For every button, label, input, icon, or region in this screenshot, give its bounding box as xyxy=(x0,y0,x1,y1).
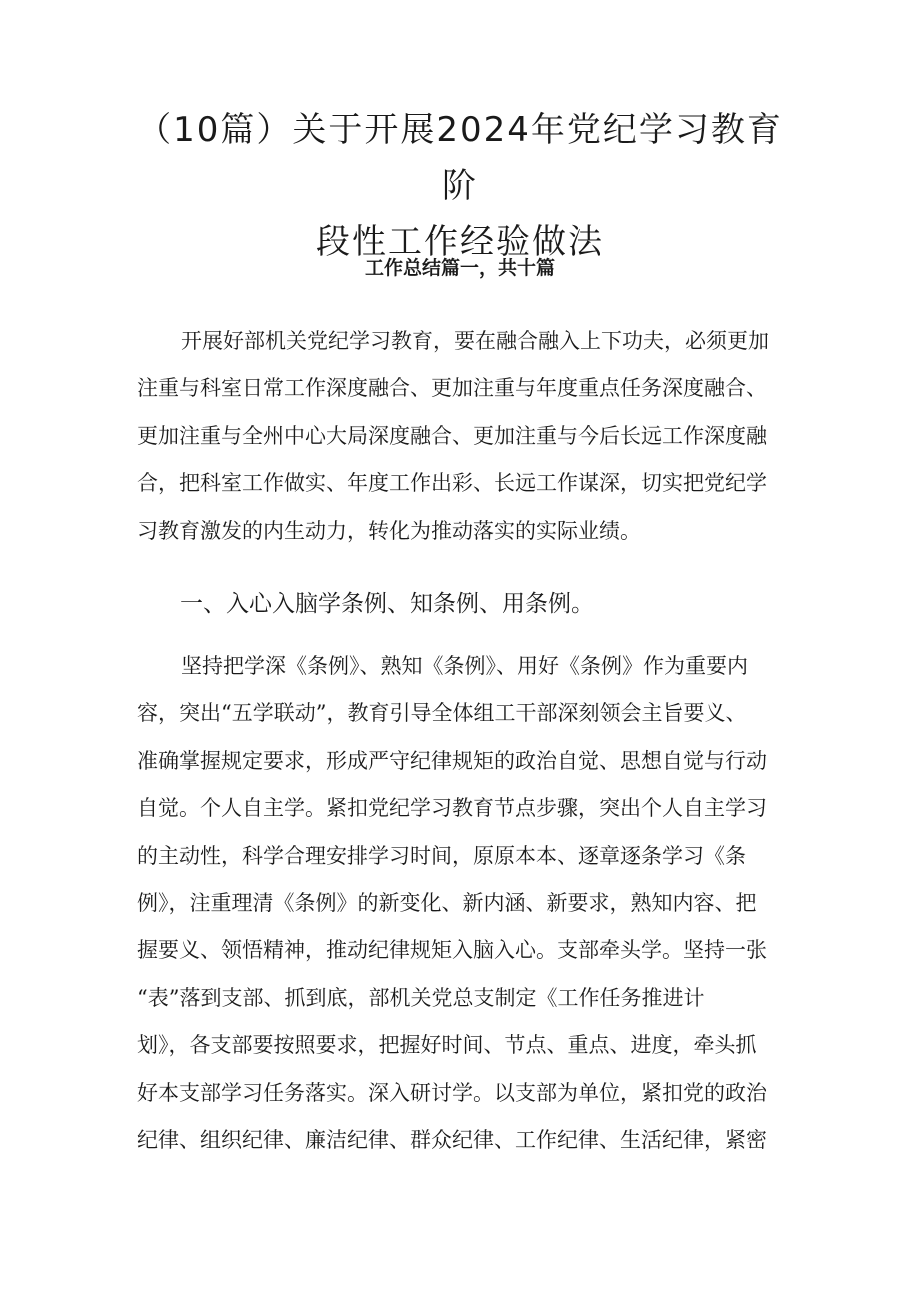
document-subtitle: 工作总结篇一，共十篇 xyxy=(364,257,555,279)
paragraph-1 xyxy=(137,318,787,555)
paragraph-line: 更加注重与全州中心大局深度融合、更加注重与今后长远工作深度融 xyxy=(137,423,767,448)
paragraph-line: 自觉。个人自主学。紧扣党纪学习教育节点步骤，突出个人自主学习 xyxy=(137,796,767,821)
paragraph-line: 容，突出“五学联动”，教育引导全体组工干部深刻领会主旨要义、 xyxy=(137,701,747,726)
title-line-1: （10篇）关于开展2024年党纪学习教育阶 xyxy=(137,110,783,206)
title-line-2: 段性工作经验做法 xyxy=(316,222,604,262)
paragraph-line: 的主动性，科学合理安排学习时间，原原本本、逐章逐条学习《条 xyxy=(137,843,746,868)
paragraph-line: 握要义、领悟精神，推动纪律规矩入脑入心。支部牵头学。坚持一张 xyxy=(137,938,767,963)
paragraph-line: “表”落到支部、抓到底，部机关党总支制定《工作任务推进计 xyxy=(137,985,705,1010)
paragraph-line: 纪律、组织纪律、廉洁纪律、群众纪律、工作纪律、生活纪律，紧密 xyxy=(137,1128,767,1153)
paragraph-line: 坚持把学深《条例》、熟知《条例》、用好《条例》作为重要内 xyxy=(181,654,748,678)
paragraph-line: 注重与科室日常工作深度融合、更加注重与年度重点任务深度融合、 xyxy=(137,376,767,401)
paragraph-line: 合，把科室工作做实、年度工作出彩、长远工作谋深，切实把党纪学 xyxy=(137,471,767,496)
paragraph-line: 准确掌握规定要求，形成严守纪律规矩的政治自觉、思想自觉与行动 xyxy=(137,748,767,773)
paragraph-line: 划》，各支部要按照要求，把握好时间、节点、重点、进度，牵头抓 xyxy=(137,1033,757,1058)
paragraph-line: 例》，注重理清《条例》的新变化、新内涵、新要求，熟知内容、把 xyxy=(137,891,757,916)
paragraph-line: 习教育激发的内生动力，转化为推动落实的实际业绩。 xyxy=(137,518,641,543)
paragraph-line: 开展好部机关党纪学习教育，要在融合融入上下功夫，必须更加 xyxy=(181,329,769,353)
section-heading-1: 一、入心入脑学条例、知条例、用条例。 xyxy=(180,591,594,617)
document-title xyxy=(120,102,800,270)
paragraph-line: 好本支部学习任务落实。深入研讨学。以支部为单位，紧扣党的政治 xyxy=(137,1080,767,1105)
paragraph-2 xyxy=(137,643,787,1164)
